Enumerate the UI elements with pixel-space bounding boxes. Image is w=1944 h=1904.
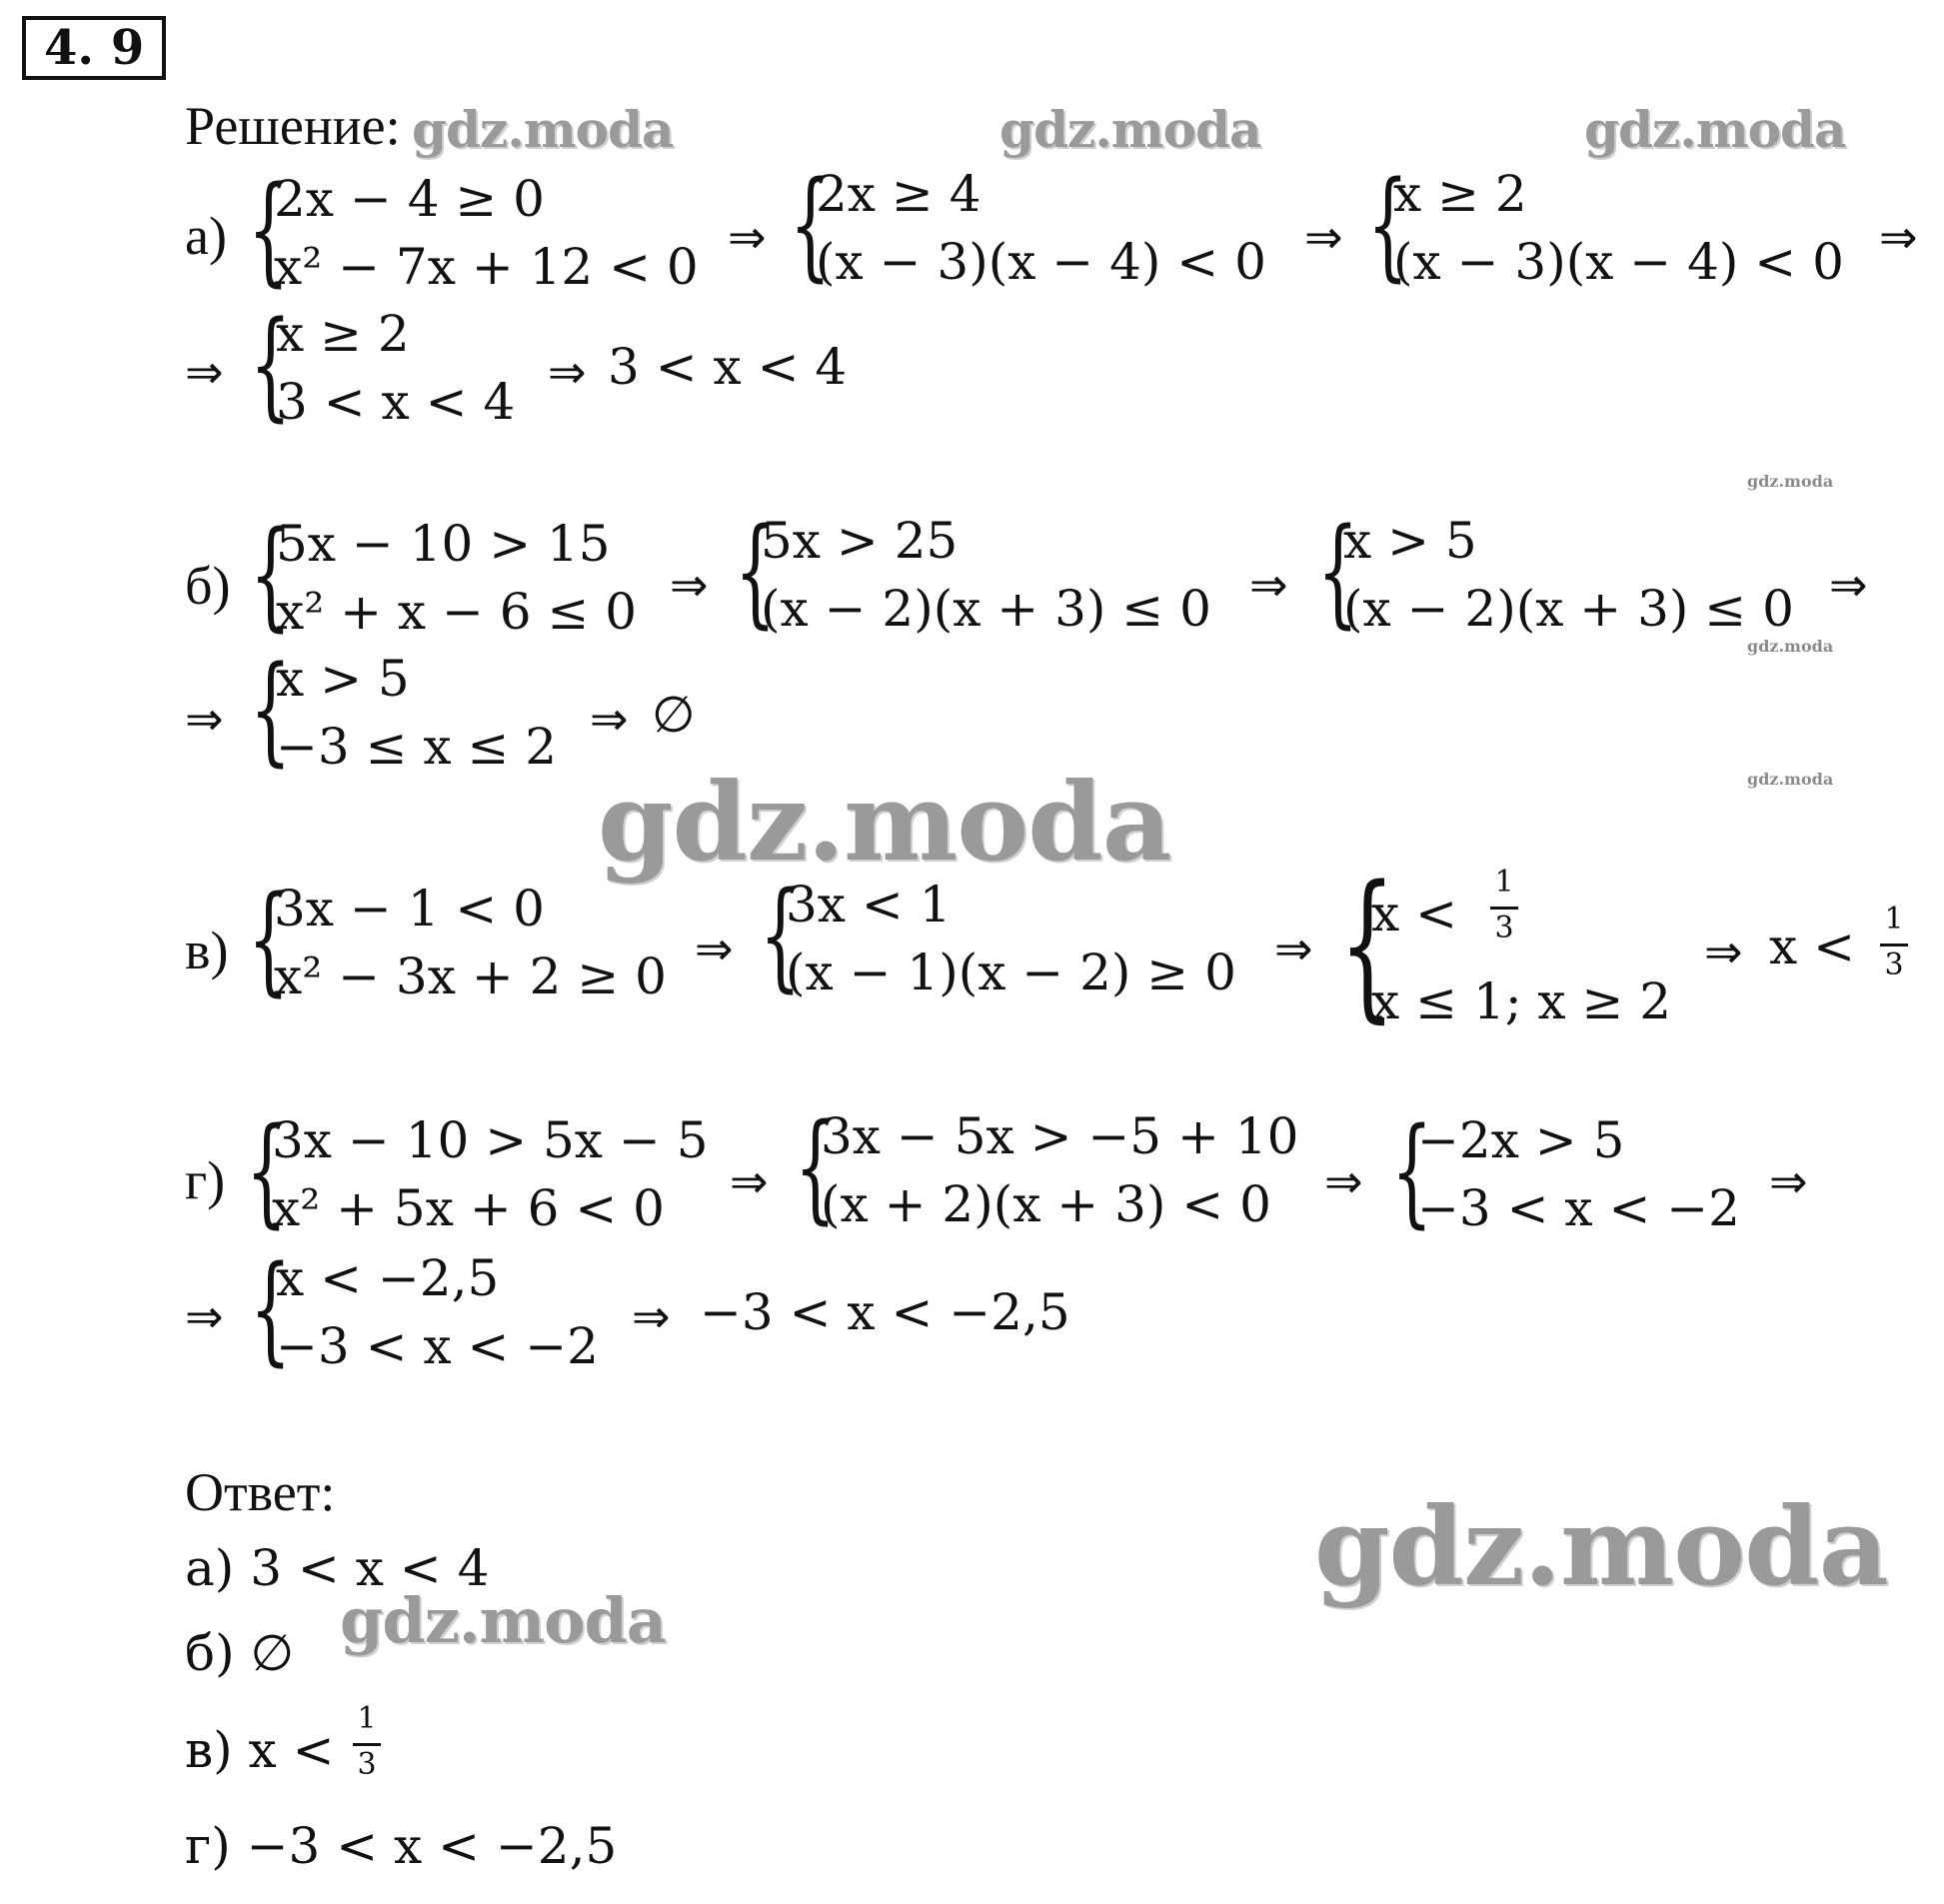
implies-arrow: ⇒: [1829, 558, 1868, 612]
brace: {: [795, 1097, 837, 1235]
equation-line: x < −2,5: [276, 1249, 500, 1307]
implies-arrow: ⇒: [185, 692, 224, 746]
equation-line: 5x − 10 > 15: [276, 515, 611, 573]
equation-line: x² − 7x + 12 < 0: [274, 238, 699, 296]
part-a-label: а): [185, 206, 227, 266]
implies-arrow: ⇒: [728, 210, 767, 264]
implies-arrow: ⇒: [1304, 210, 1343, 264]
part-g-result: −3 < x < −2,5: [700, 1283, 1070, 1341]
fraction-bar: [353, 1743, 381, 1746]
equation-line: x ≤ 1; x ≥ 2: [1371, 972, 1672, 1030]
fraction-denominator: 3: [1494, 911, 1514, 946]
brace: {: [1317, 502, 1359, 640]
part-b-label: б): [185, 556, 231, 616]
fraction-numerator: 1: [1884, 902, 1904, 937]
watermark: gdz.moda: [412, 100, 674, 159]
implies-arrow: ⇒: [670, 558, 709, 612]
solution-label: Решение:: [185, 96, 401, 156]
fraction-denominator: 3: [1884, 948, 1904, 982]
equation-line: −3 ≤ x ≤ 2: [276, 718, 558, 776]
brace: {: [1391, 1101, 1433, 1239]
brace: {: [1367, 155, 1409, 293]
brace: {: [248, 870, 290, 1007]
answer-a: а) 3 < x < 4: [185, 1539, 490, 1597]
implies-arrow: ⇒: [185, 1289, 224, 1343]
equation-line: x ≥ 2: [276, 305, 410, 363]
fraction-numerator: 1: [357, 1701, 377, 1736]
brace: {: [248, 160, 290, 298]
answer-label: Ответ:: [185, 1462, 336, 1522]
equation-line: x² + 5x + 6 < 0: [272, 1179, 665, 1237]
implies-arrow: ⇒: [695, 922, 734, 975]
equation-line: −2x > 5: [1417, 1111, 1625, 1169]
watermark-small: gdz.moda: [1747, 472, 1834, 491]
fraction-bar: [1880, 944, 1908, 947]
equation-line: 3x − 5x > −5 + 10: [821, 1107, 1299, 1165]
brace: {: [735, 502, 777, 640]
equation-line: 3 < x < 4: [276, 373, 516, 431]
part-g-label: г): [185, 1150, 226, 1210]
equation-line: x > 5: [1343, 512, 1477, 570]
equation-line: 2x ≥ 4: [816, 165, 981, 223]
equation-line: (x − 1)(x − 2) ≥ 0: [786, 944, 1236, 1001]
implies-arrow: ⇒: [1249, 558, 1288, 612]
implies-arrow: ⇒: [1324, 1154, 1363, 1208]
answer-v: в) x <: [185, 1721, 335, 1779]
equation-line: 2x − 4 ≥ 0: [274, 170, 545, 228]
equation-line: 3x − 1 < 0: [274, 880, 545, 938]
fraction-bar: [1490, 907, 1518, 910]
equation-line: 3x − 10 > 5x − 5: [272, 1111, 709, 1169]
equation-line: 3x < 1: [786, 876, 952, 934]
watermark-small: gdz.moda: [1747, 770, 1834, 789]
implies-arrow: ⇒: [590, 692, 629, 746]
watermark: gdz.moda: [340, 1584, 666, 1657]
brace: {: [250, 505, 292, 643]
brace: {: [760, 866, 802, 1003]
part-a-result: 3 < x < 4: [608, 338, 848, 396]
implies-arrow: ⇒: [548, 345, 587, 399]
equation-line: 5x > 25: [761, 512, 959, 570]
equation-line: (x − 3)(x − 4) < 0: [1393, 233, 1844, 291]
watermark-large: gdz.moda: [1314, 1484, 1888, 1610]
fraction-numerator: 1: [1494, 865, 1514, 900]
equation-line: x² + x − 6 ≤ 0: [276, 583, 638, 641]
watermark: gdz.moda: [999, 100, 1261, 159]
fraction-denominator: 3: [357, 1747, 377, 1782]
part-b-result: ∅: [652, 686, 696, 744]
equation-line: (x − 3)(x − 4) < 0: [816, 233, 1266, 291]
brace: {: [250, 640, 292, 778]
brace: {: [1339, 851, 1395, 1037]
watermark-large: gdz.moda: [598, 760, 1171, 886]
equation-line: x > 5: [276, 650, 410, 708]
implies-arrow: ⇒: [1704, 925, 1743, 978]
watermark-small: gdz.moda: [1747, 637, 1834, 656]
equation-line: −3 < x < −2: [1417, 1179, 1740, 1237]
watermark: gdz.moda: [1584, 100, 1846, 159]
brace: {: [246, 1101, 288, 1239]
equation-line: (x − 2)(x + 3) ≤ 0: [1343, 580, 1794, 638]
brace: {: [790, 155, 832, 293]
part-v-label: в): [185, 921, 229, 980]
implies-arrow: ⇒: [1769, 1154, 1808, 1208]
implies-arrow: ⇒: [185, 345, 224, 399]
equation-line: x <: [1371, 885, 1457, 943]
brace: {: [250, 1239, 292, 1377]
implies-arrow: ⇒: [1274, 922, 1313, 975]
equation-line: (x + 2)(x + 3) < 0: [821, 1175, 1271, 1233]
equation-line: x ≥ 2: [1393, 165, 1527, 223]
equation-line: x² − 3x + 2 ≥ 0: [274, 948, 667, 1005]
implies-arrow: ⇒: [730, 1154, 769, 1208]
problem-number: 4. 9: [22, 16, 166, 80]
answer-g: г) −3 < x < −2,5: [185, 1817, 618, 1875]
answer-b: б) ∅: [185, 1624, 295, 1682]
implies-arrow: ⇒: [1879, 210, 1918, 264]
equation-line: −3 < x < −2: [276, 1317, 599, 1375]
part-v-result: x <: [1769, 918, 1855, 975]
implies-arrow: ⇒: [632, 1289, 671, 1343]
brace: {: [250, 295, 292, 433]
equation-line: (x − 2)(x + 3) ≤ 0: [761, 580, 1211, 638]
